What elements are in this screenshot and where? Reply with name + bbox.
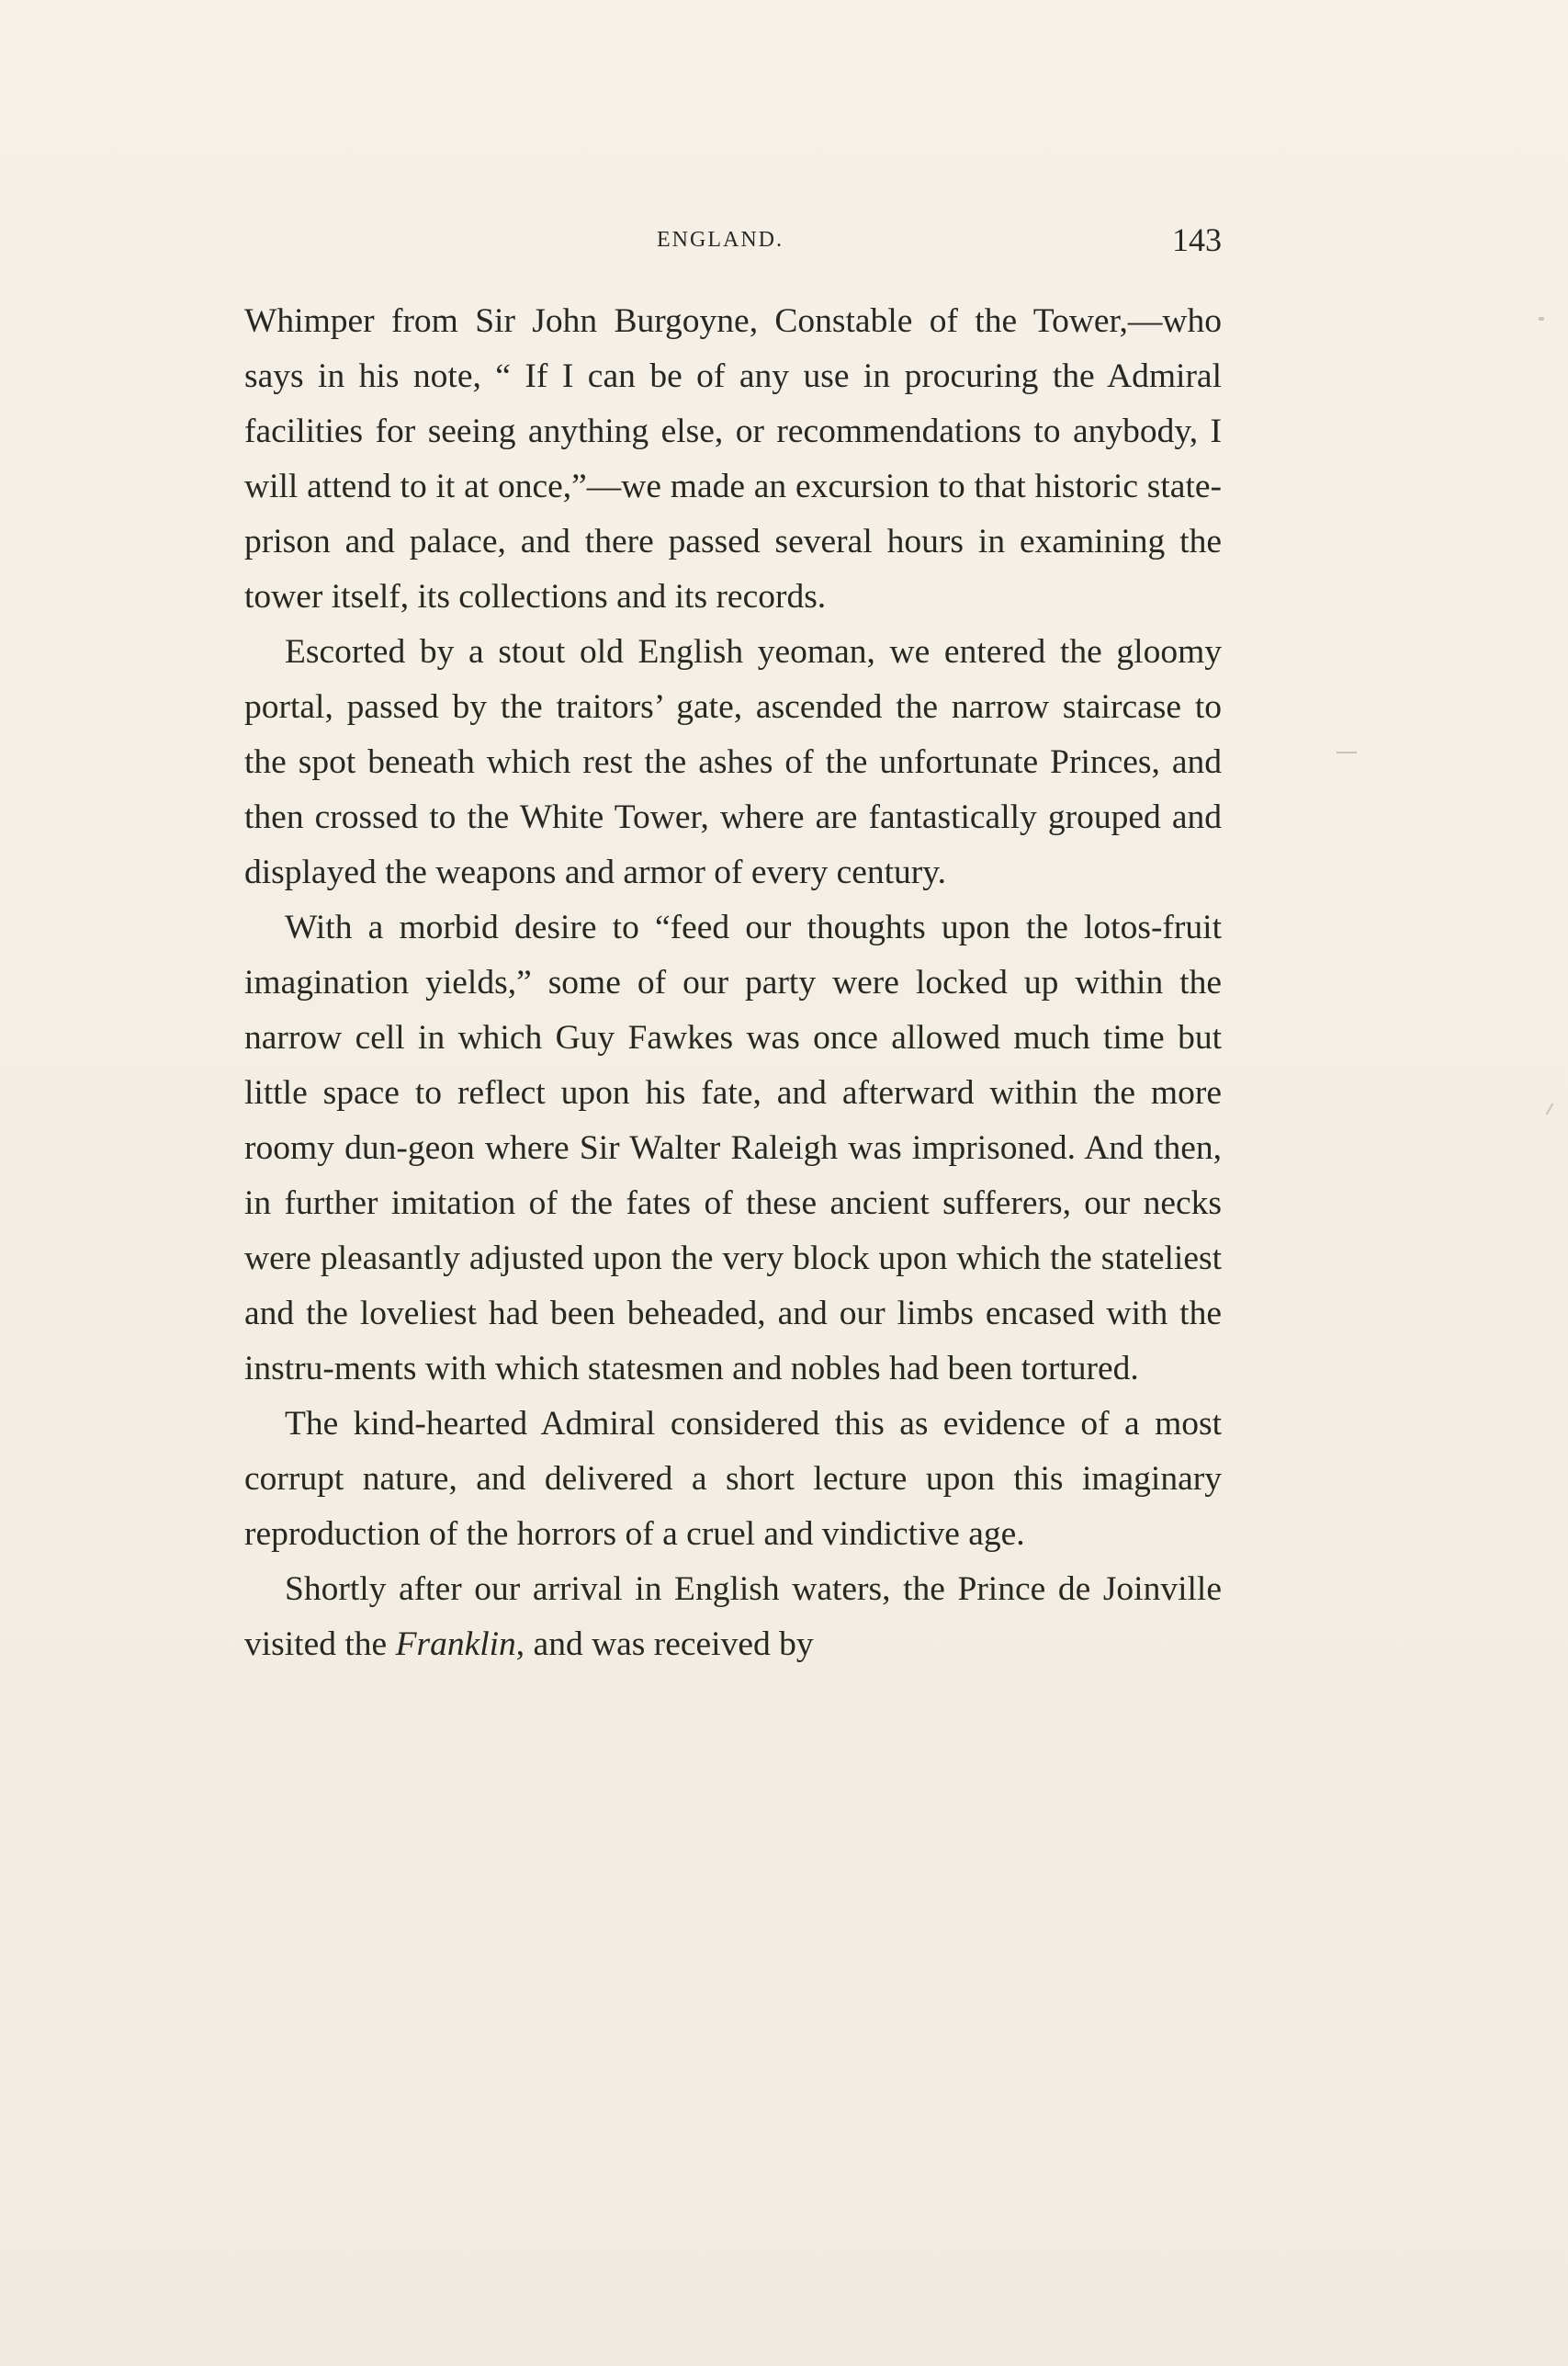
paragraph-text: , and was received by — [515, 1625, 814, 1663]
paragraph-text: Shortly after our arrival in English waters, the Prince de Joinville visited the — [244, 1570, 1222, 1663]
page-number: 143 — [1172, 221, 1222, 258]
body-text — [244, 294, 1222, 1672]
page-header — [244, 221, 1222, 266]
paragraph: The kind-hearted Admiral considered this as evidence of a most corrupt nature, and delivered a short lecture upon this imaginary reproduction of the horrors of a cruel and vindictive age. — [244, 1405, 1222, 1553]
margin-speck — [1546, 1103, 1554, 1115]
margin-speck — [1337, 752, 1357, 753]
paragraph: With a morbid desire to “feed our thoughts upon the lotos-fruit imagination yields,” some of our party were locked up within the narrow cell in which Guy Fawkes was once allowed much time but little space to reflect upon his fate, and afterward within the more roomy dun-geon where Sir Walter Raleigh was imprisoned. And then, in further imitation of the fates of these ancient sufferers, our necks were pleasantly adjusted upon the very block upon which the stateliest and the loveliest had been beheaded, and our limbs encased with the instru-ments with which statesmen and nobles had been tortured. — [244, 909, 1222, 1387]
paragraph — [244, 1562, 1222, 1672]
margin-speck — [1539, 317, 1544, 321]
paragraph: Whimper from Sir John Burgoyne, Constable of the Tower,—who says in his note, “ If I can be of any use in procuring the Admiral facilities for seeing anything else, or recommendations to anybody, I will attend to it at once,”—we made an excursion to that historic state-prison and palace, and there passed several hours in examining the tower itself, its collections and its records. — [244, 302, 1222, 616]
paragraph: Escorted by a stout old English yeoman, we entered the gloomy portal, passed by the traitors’ gate, ascended the narrow staircase to the spot beneath which rest the ashes of the unfortunate Princes, and then crossed to the White Tower, where are fantastically grouped and displayed the weapons and armor of every century. — [244, 633, 1222, 891]
ship-name: Franklin — [395, 1625, 516, 1663]
running-head: ENGLAND. — [657, 228, 784, 252]
